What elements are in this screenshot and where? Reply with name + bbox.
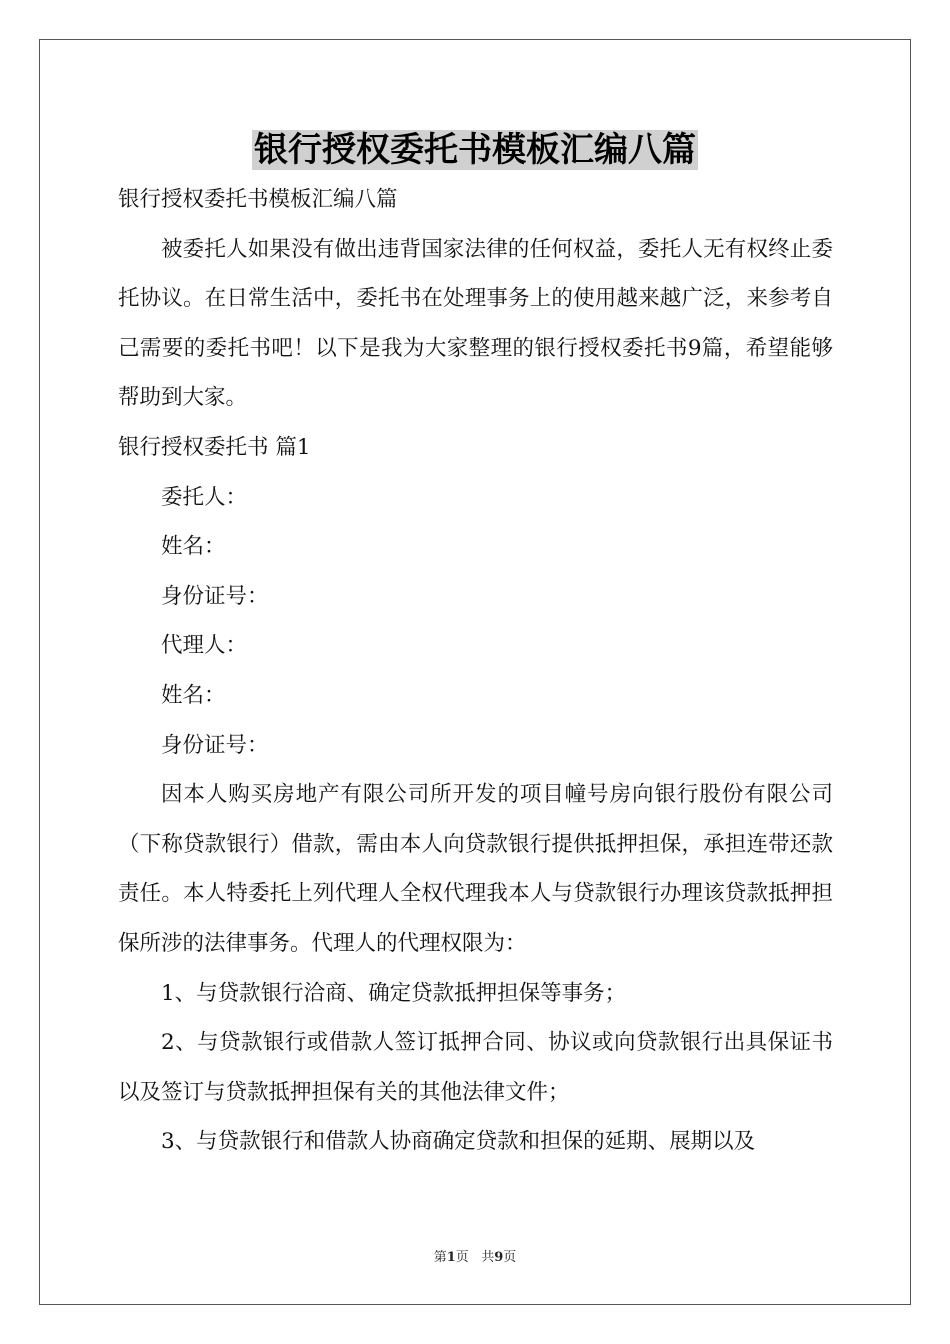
footer-page-number: 1 [446, 1250, 456, 1265]
paragraph: 姓名： [161, 682, 226, 708]
footer-page-suffix: 页 [455, 1250, 469, 1265]
paragraph: 被委托人如果没有做出违背国家法律的任何权益，委托人无有权终止委托协议。在日常生活中，委托书在处理事务上的使用越来越广泛，来参考自己需要的委托书吧！以下是我为大家整理的银行授权委托书9篇，希望能够帮助到大家。 [118, 236, 833, 411]
page-footer [0, 1246, 950, 1265]
document-body [118, 175, 833, 1167]
paragraph: 银行授权委托书模板汇编八篇 [118, 187, 398, 212]
document-title-text: 银行授权委托书模板汇编八篇 [254, 130, 696, 170]
paragraph: 银行授权委托书 篇1 [118, 434, 311, 460]
footer-total-pages: 9 [494, 1250, 504, 1265]
paragraph: 身份证号： [161, 732, 269, 758]
paragraph: 姓名： [161, 534, 226, 560]
paragraph: 身份证号： [161, 583, 269, 609]
paragraph: 因本人购买房地产有限公司所开发的项目幢号房向银行股份有限公司（下称贷款银行）借款，需由本人向贷款银行提供抵押担保，承担连带还款责任。本人特委托上列代理人全权代理我本人与贷款银行办理该贷款抵押担保所涉的法律事务。代理人的代理权限为： [118, 782, 833, 956]
footer-total-suffix: 页 [503, 1250, 517, 1265]
paragraph: 代理人： [161, 633, 248, 659]
paragraph: 3、与贷款银行和借款人协商确定贷款和担保的延期、展期以及 [161, 1129, 756, 1155]
paragraph: 委托人： [161, 484, 248, 510]
document-title [0, 128, 950, 172]
paragraph: 1、与贷款银行洽商、确定贷款抵押担保等事务； [161, 980, 627, 1006]
paragraph: 2、与贷款银行或借款人签订抵押合同、协议或向贷款银行出具保证书以及签订与贷款抵押担保有关的其他法律文件； [118, 1030, 833, 1105]
footer-total-prefix: 共 [481, 1250, 495, 1265]
footer-page-prefix: 第 [433, 1250, 447, 1265]
